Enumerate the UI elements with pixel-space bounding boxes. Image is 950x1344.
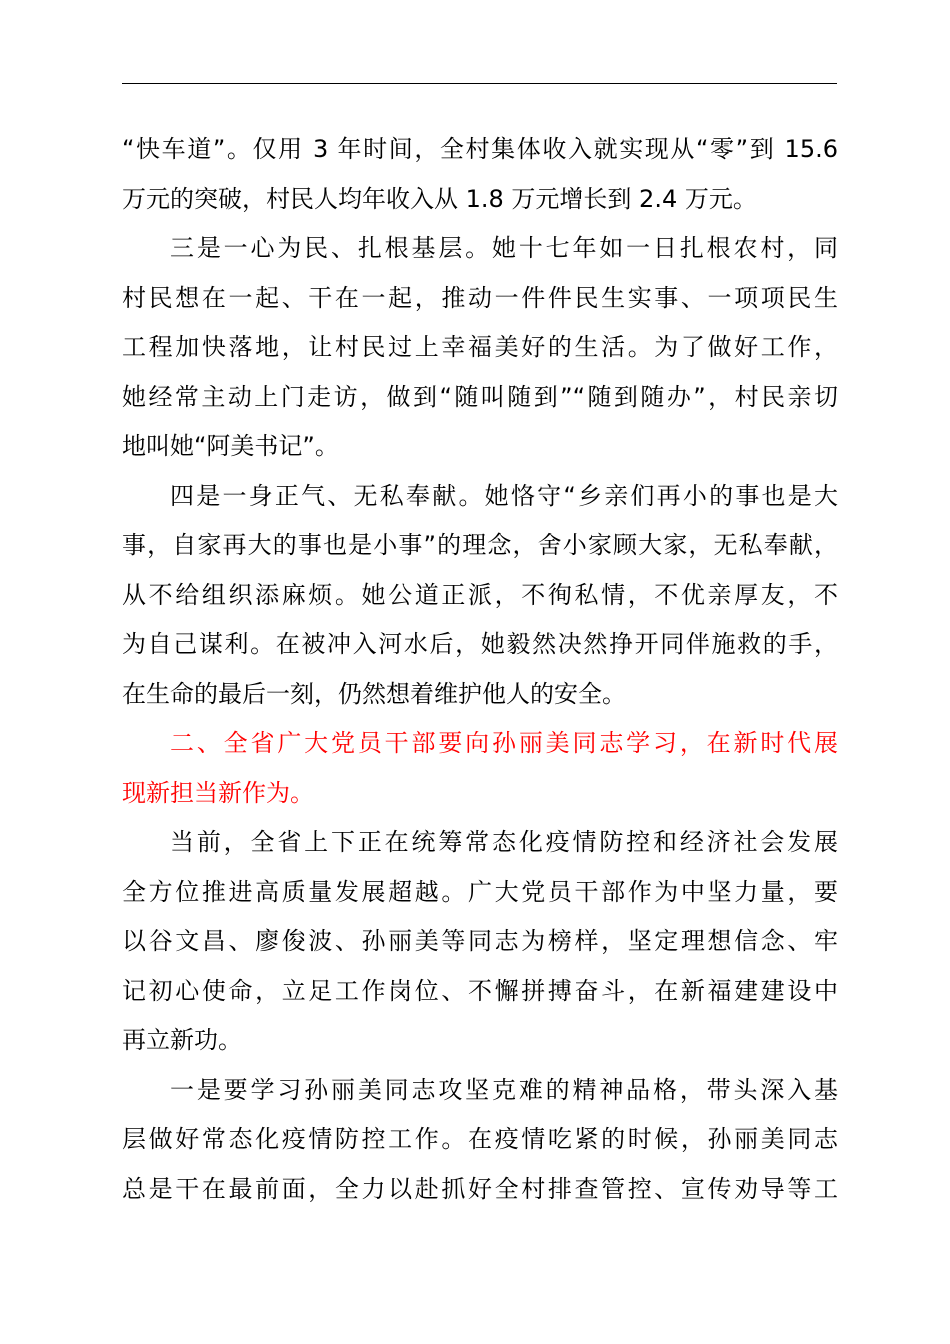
paragraph-start-line: 三是一心为民、扎根基层。她十七年如一日扎根农村，同 — [170, 234, 838, 262]
body-line: 从不给组织添麻烦。她公道正派，不徇私情，不优亲厚友，不 — [122, 580, 838, 609]
paragraph-start-line: 当前，全省上下正在统筹常态化疫情防控和经济社会发展 — [170, 828, 838, 856]
document-body — [122, 125, 838, 1214]
body-line: 全方位推进高质量发展超越。广大党员干部作为中坚力量，要 — [122, 877, 838, 906]
body-line: 村民想在一起、干在一起，推动一件件民生实事、一项项民生 — [122, 283, 838, 312]
body-line: 她经常主动上门走访，做到“随叫随到”“随到随办”，村民亲切 — [122, 382, 838, 411]
body-line: 以谷文昌、廖俊波、孙丽美等同志为榜样，坚定理想信念、牢 — [122, 927, 838, 955]
body-line: 层做好常态化疫情防控工作。在疫情吃紧的时候，孙丽美同志 — [122, 1125, 838, 1153]
body-line: “快车道”。仅用 3 年时间，全村集体收入就实现从“零”到 15.6 — [122, 135, 838, 163]
body-line: 地叫她“阿美书记”。 — [122, 432, 339, 460]
body-line: 万元的突破，村民人均年收入从 1.8 万元增长到 2.4 万元。 — [122, 184, 757, 213]
body-line: 总是干在最前面，全力以赴抓好全村排查管控、宣传劝导等工 — [122, 1174, 838, 1203]
body-line: 工程加快落地，让村民过上幸福美好的生活。为了做好工作， — [122, 333, 838, 361]
header-rule — [122, 83, 837, 84]
body-line: 事，自家再大的事也是小事”的理念，舍小家顾大家，无私奉献， — [122, 531, 838, 559]
section-heading: 二、全省广大党员干部要向孙丽美同志学习，在新时代展 — [170, 729, 838, 757]
body-line: 再立新功。 — [122, 1026, 242, 1054]
body-line: 为自己谋利。在被冲入河水后，她毅然决然挣开同伴施救的手， — [122, 630, 838, 658]
paragraph-start-line: 一是要学习孙丽美同志攻坚克难的精神品格，带头深入基 — [170, 1075, 838, 1104]
section-heading: 现新担当新作为。 — [122, 778, 314, 807]
body-line: 记初心使命，立足工作岗位、不懈拼搏奋斗，在新福建建设中 — [122, 976, 838, 1005]
paragraph-start-line: 四是一身正气、无私奉献。她恪守“乡亲们再小的事也是大 — [170, 481, 838, 510]
body-line: 在生命的最后一刻，仍然想着维护他人的安全。 — [122, 679, 626, 708]
